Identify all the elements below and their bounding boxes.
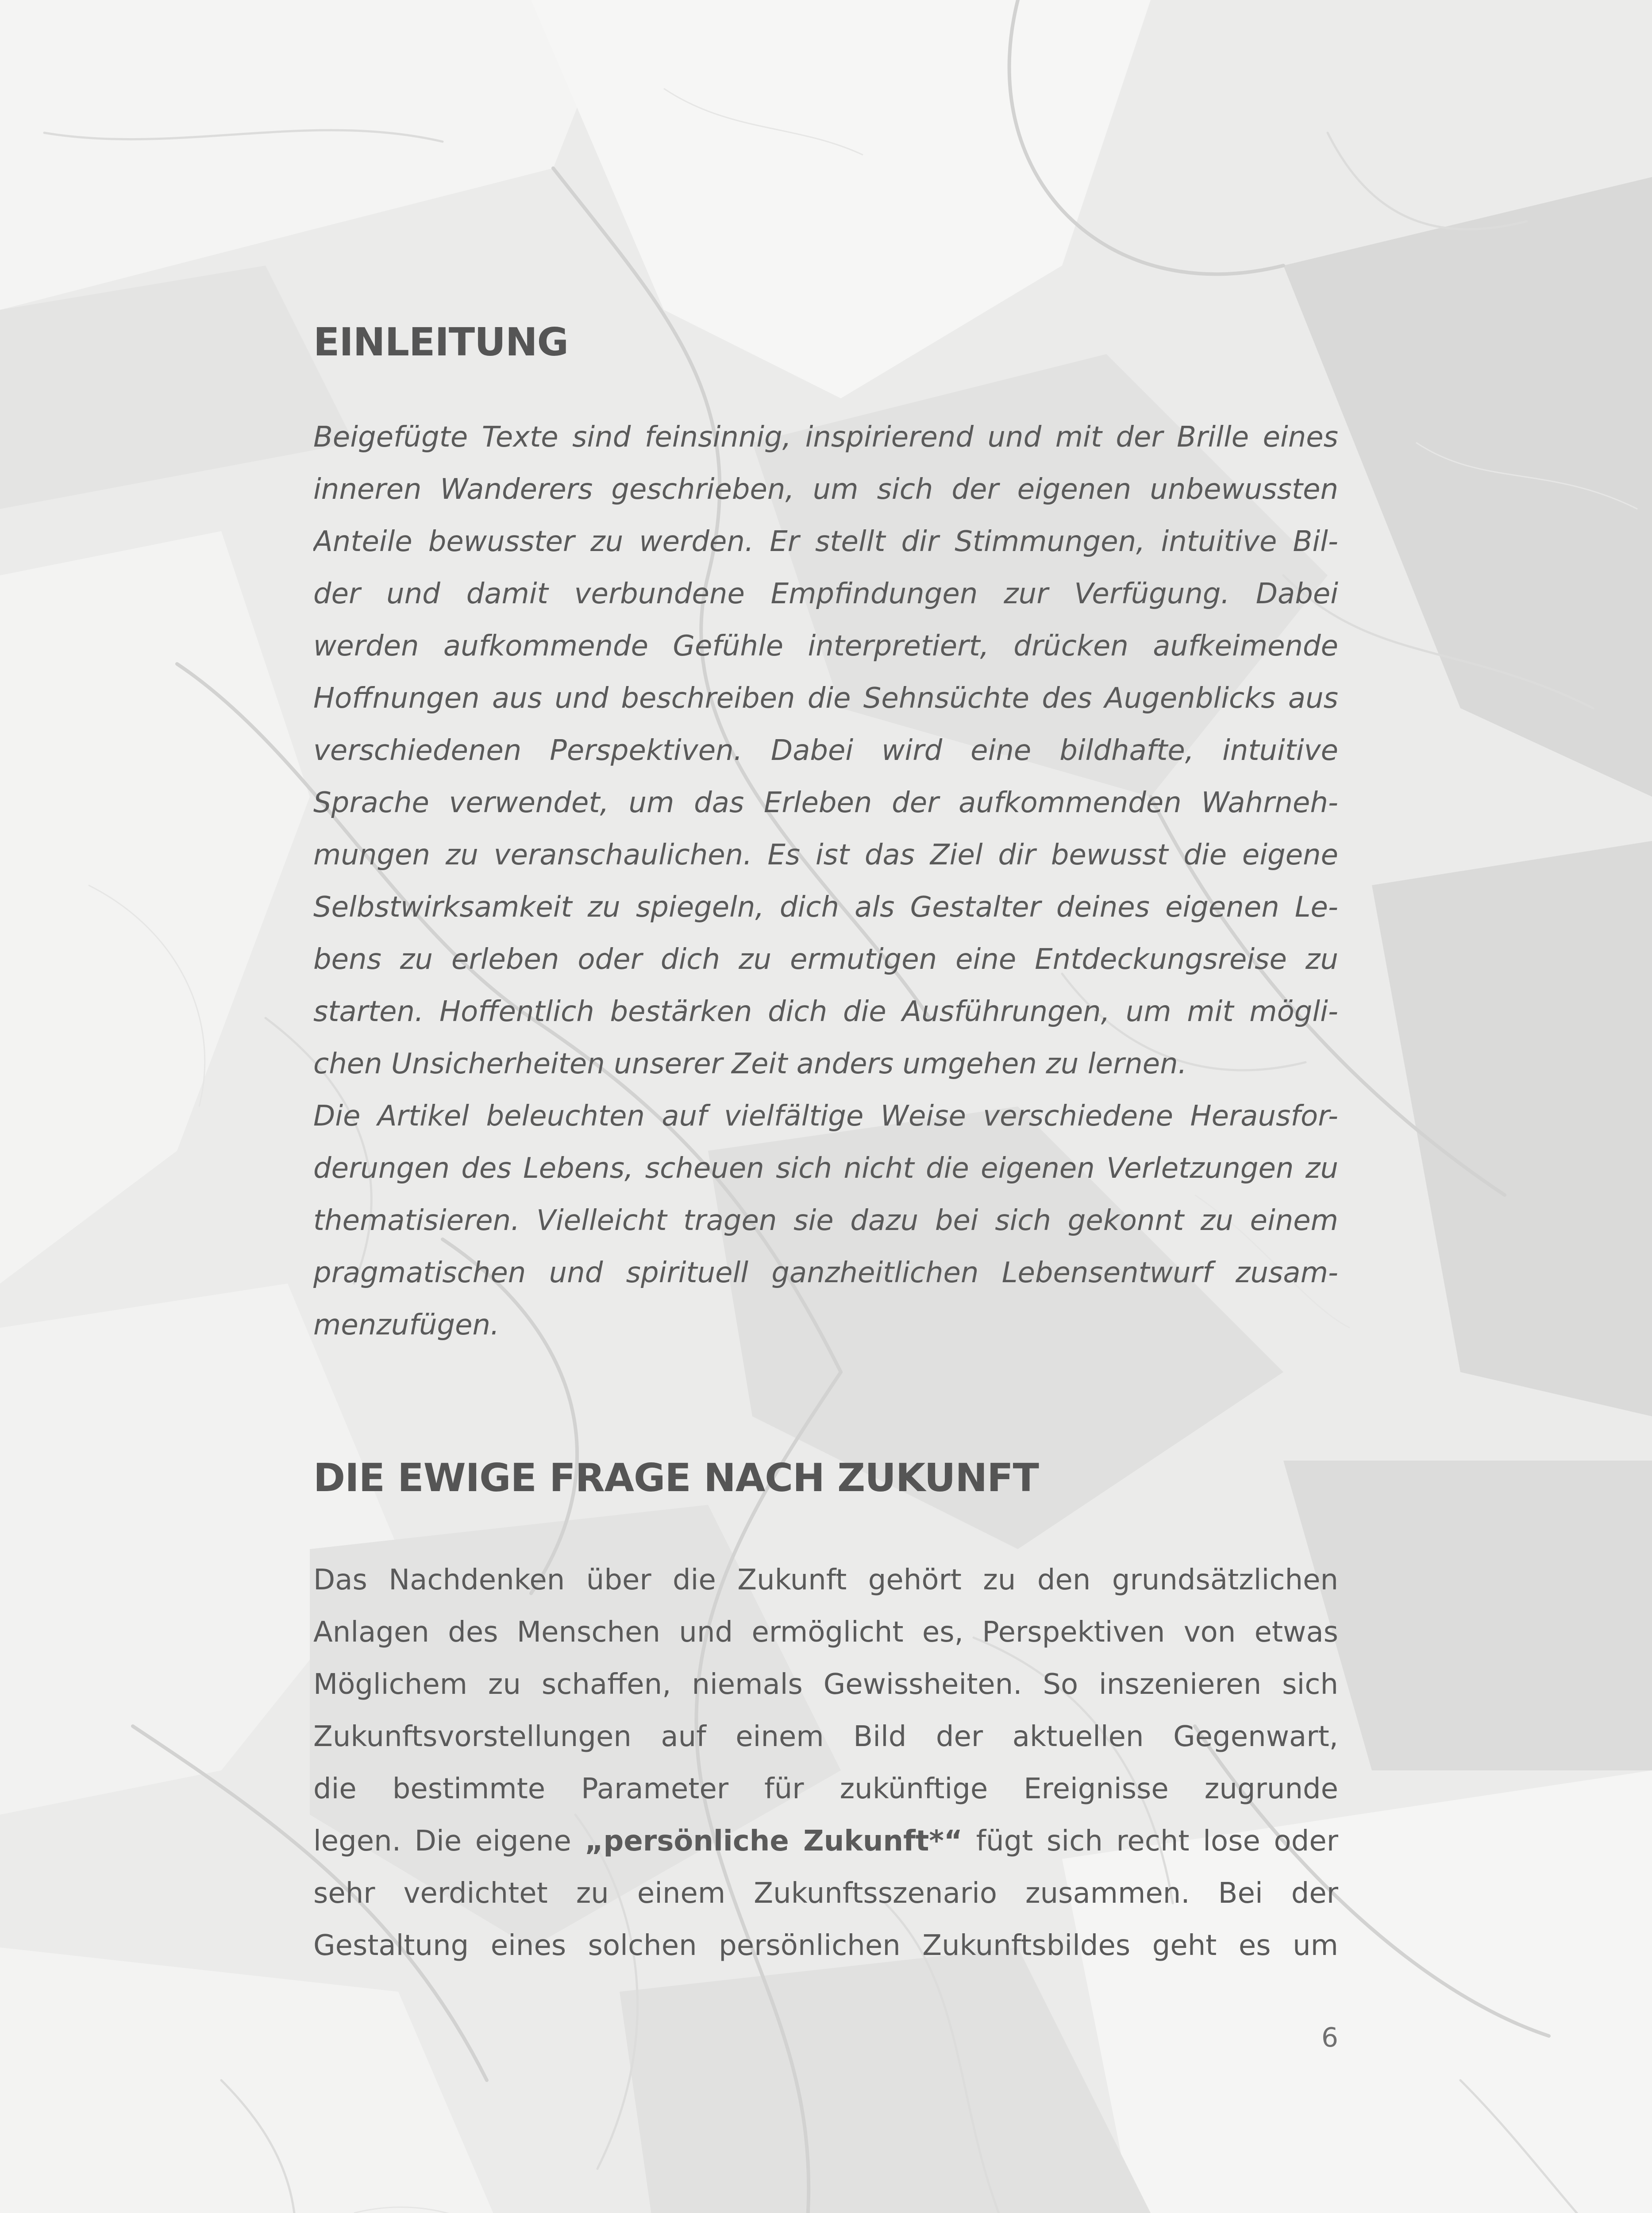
- text-line: Die Artikel beleuchten auf vielfältige Weise verschiedene Herausfor-: [313, 1100, 1338, 1133]
- emphasis-persoenliche-zukunft: „persönliche Zukunft*“: [585, 1825, 963, 1858]
- text-line: mungen zu veranschaulichen. Es ist das Ziel dir bewusst die eigene: [313, 839, 1338, 871]
- section-heading-zukunft: DIE EWIGE FRAGE NACH ZUKUNFT: [313, 1455, 1039, 1500]
- text-line: pragmatischen und spirituell ganzheitlichen Lebensentwurf zusam-: [313, 1257, 1338, 1289]
- text-line: Hoffnungen aus und beschreiben die Sehnsüchte des Augenblicks aus: [313, 682, 1338, 715]
- text-line: Anlagen des Menschen und ermöglicht es, Perspektiven von etwas: [313, 1616, 1338, 1649]
- text-run: legen. Die eigene: [313, 1825, 585, 1858]
- text-line: Selbstwirksamkeit zu spiegeln, dich als Gestalter deines eigenen Le-: [313, 891, 1338, 924]
- text-line: Anteile bewusster zu werden. Er stellt dir Stimmungen, intuitive Bil-: [313, 525, 1338, 558]
- text-line: Möglichem zu schaffen, niemals Gewissheiten. So inszenieren sich: [313, 1668, 1338, 1701]
- section-heading-einleitung: EINLEITUNG: [313, 320, 569, 365]
- text-line: Das Nachdenken über die Zukunft gehört zu den grundsätzlichen: [313, 1564, 1338, 1596]
- text-line: menzufügen.: [313, 1309, 500, 1342]
- text-line: inneren Wanderers geschrieben, um sich der eigenen unbewussten: [313, 473, 1338, 506]
- text-line: [313, 1824, 1338, 1859]
- text-line: die bestimmte Parameter für zukünftige Ereignisse zugrunde: [313, 1773, 1338, 1805]
- text-line: Gestaltung eines solchen persönlichen Zukunftsbildes geht es um: [313, 1929, 1338, 1962]
- text-line: chen Unsicherheiten unserer Zeit anders umgehen zu lernen.: [313, 1048, 1187, 1080]
- text-line: Sprache verwendet, um das Erleben der aufkommenden Wahrneh-: [313, 787, 1338, 819]
- text-line: werden aufkommende Gefühle interpretiert, drücken aufkeimende: [313, 630, 1338, 663]
- text-line: derungen des Lebens, scheuen sich nicht die eigenen Verletzungen zu: [313, 1152, 1338, 1185]
- text-line: Zukunftsvorstellungen auf einem Bild der aktuellen Gegenwart,: [313, 1720, 1338, 1753]
- text-run: fügt sich recht lose oder: [962, 1825, 1338, 1858]
- text-line: bens zu erleben oder dich zu ermutigen eine Entdeckungsreise zu: [313, 943, 1338, 976]
- page-number: 6: [1321, 2022, 1338, 2053]
- text-line: der und damit verbundene Empfindungen zur Verfügung. Dabei: [313, 578, 1338, 610]
- text-line: starten. Hoffentlich bestärken dich die Ausführungen, um mit mögli-: [313, 995, 1338, 1028]
- text-line: verschiedenen Perspektiven. Dabei wird eine bildhafte, intuitive: [313, 734, 1338, 767]
- text-line: Beigefügte Texte sind feinsinnig, inspirierend und mit der Brille eines: [313, 421, 1338, 454]
- text-line: sehr verdichtet zu einem Zukunftsszenario zusammen. Bei der: [313, 1877, 1338, 1910]
- text-line: thematisieren. Vielleicht tragen sie dazu bei sich gekonnt zu einem: [313, 1204, 1338, 1237]
